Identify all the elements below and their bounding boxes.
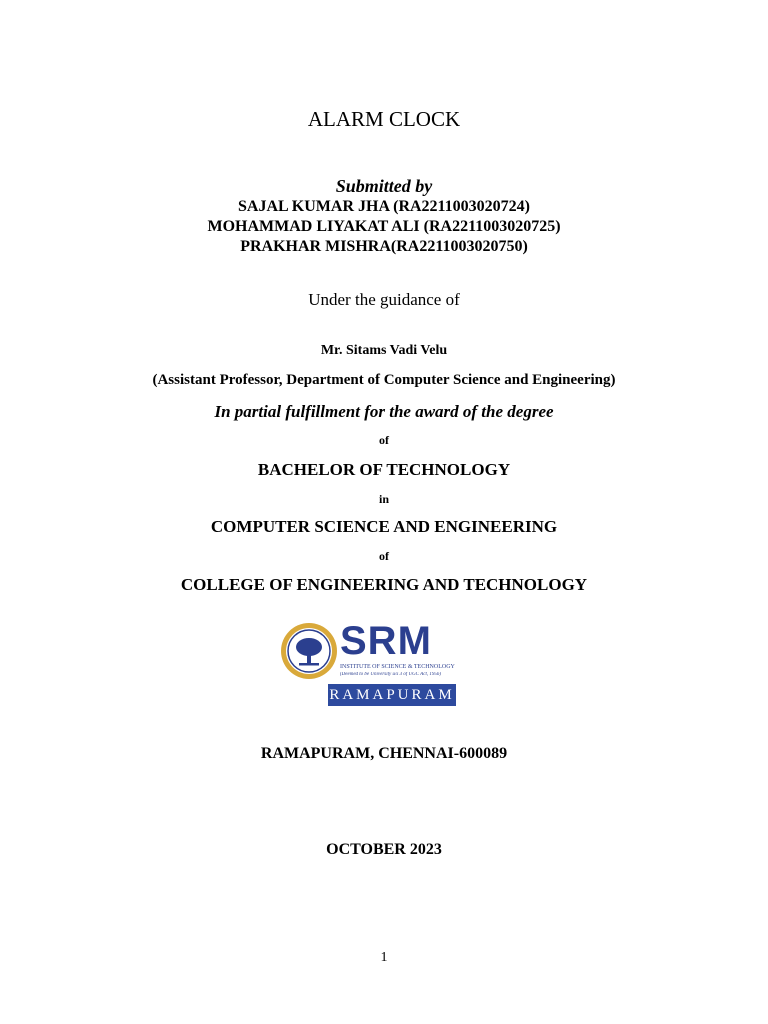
page-number: 1 (380, 950, 388, 965)
submitted-by-label: Submitted by (335, 176, 433, 196)
author-2: MOHAMMAD LIYAKAT ALI (RA2211003020725) (207, 218, 561, 235)
srm-subtitle: INSTITUTE OF SCIENCE & TECHNOLOGY (340, 664, 455, 670)
college-name: COLLEGE OF ENGINEERING AND TECHNOLOGY (180, 575, 588, 594)
guide-designation: (Assistant Professor, Department of Computer Science and Engineering) (152, 372, 616, 388)
campus-banner: RAMAPURAM (328, 684, 456, 706)
guide-name: Mr. Sitams Vadi Velu (320, 343, 448, 358)
location: RAMAPURAM, CHENNAI-600089 (260, 745, 508, 762)
university-seal-icon (280, 622, 338, 680)
srm-tagline: (Deemed to be University u/s 3 of UGC Act, 1956) (340, 672, 441, 677)
submission-date: OCTOBER 2023 (326, 841, 442, 858)
report-title: ALARM CLOCK (307, 107, 461, 131)
srm-wordmark: SRM (340, 619, 432, 663)
author-3: PRAKHAR MISHRA(RA2211003020750) (240, 238, 528, 255)
srm-logo (276, 618, 458, 718)
connector-of-2: of (379, 549, 389, 563)
connector-in: in (378, 492, 389, 506)
degree-name: BACHELOR OF TECHNOLOGY (257, 460, 511, 479)
branch-name: COMPUTER SCIENCE AND ENGINEERING (210, 517, 558, 536)
guidance-label: Under the guidance of (308, 290, 460, 309)
connector-of-1: of (379, 433, 389, 447)
author-1: SAJAL KUMAR JHA (RA2211003020724) (237, 198, 530, 215)
partial-fulfillment-text: In partial fulfillment for the award of the degree (214, 402, 554, 421)
